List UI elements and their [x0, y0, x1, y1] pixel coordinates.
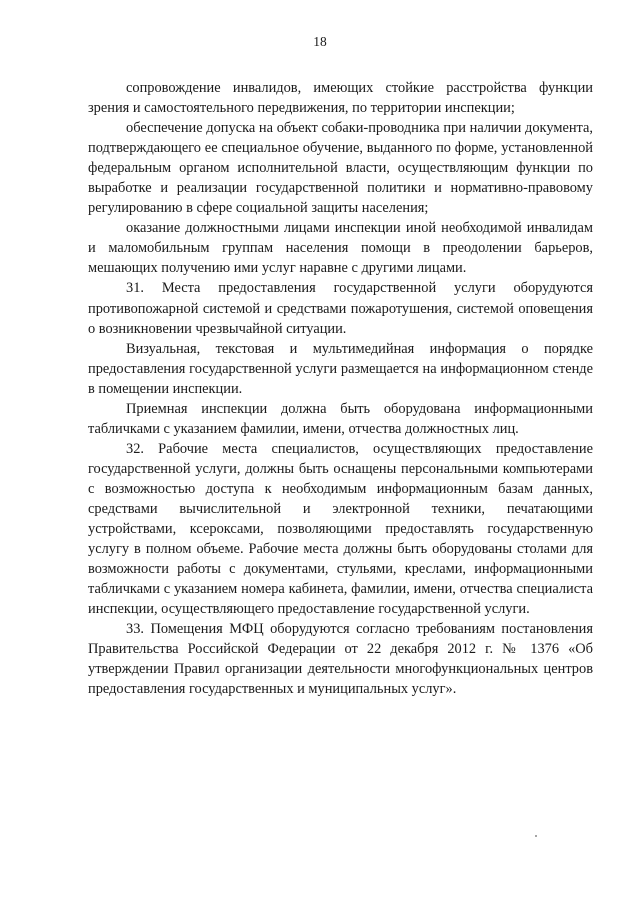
paragraph-32-workplaces: 32. Рабочие места специалистов, осуществляющих предоставление государственной услуги, должны быть оснащены персональными компьютерами с возможностью доступа к необходимым информационным базам данных, средствами вычислительной и электронной техники, печатающими устройствами, ксероксами, позволяющими предоставлять государственную услугу в полном объеме. Рабочие места должны быть оборудованы столами для возможности работы с документами, стульями, креслами, информационными табличками с указанием номера кабинета, фамилии, имени, отчества специалиста инспекции, осуществляющего предоставление государственной услуги. — [88, 440, 593, 618]
paragraph-information-stand: Визуальная, текстовая и мультимедийная информация о порядке предоставления государственной услуги размещается на информационном стенде в помещении инспекции. — [88, 340, 593, 397]
scan-speck — [535, 835, 537, 837]
document-body — [88, 78, 593, 699]
paragraph-guide-dog-access: обеспечение допуска на объект собаки-проводника при наличии документа, подтверждающего ее специальное обучение, выданного по форме, установленной федеральным органом исполнительной власти, осуществляющим функции по выработке и реализации государственной политики и нормативно-правовому регулированию в сфере социальной защиты населения; — [88, 120, 593, 217]
paragraph-33-mfc-premises: 33. Помещения МФЦ оборудуются согласно требованиям постановления Правительства Российской Федерации от 22 декабря 2012 г. № 1376 «Об утверждении Правил организации деятельности многофункциональных центров предоставления государственных и муниципальных услуг». — [88, 621, 593, 698]
paragraph-escort-disabled: сопровождение инвалидов, имеющих стойкие расстройства функции зрения и самостоятельного передвижения, по территории инспекции; — [88, 80, 593, 117]
paragraph-assistance: оказание должностными лицами инспекции иной необходимой инвалидам и маломобильным группам населения помощи в преодолении барьеров, мешающих получению ими услуг наравне с другими лицами. — [88, 220, 593, 277]
paragraph-31-fire-safety: 31. Места предоставления государственной услуги оборудуются противопожарной системой и средствами пожаротушения, системой оповещения о возникновении чрезвычайной ситуации. — [88, 280, 593, 337]
paragraph-reception-signs: Приемная инспекции должна быть оборудована информационными табличками с указанием фамилии, имени, отчества должностных лиц. — [88, 400, 593, 437]
page-number: 18 — [313, 34, 327, 49]
